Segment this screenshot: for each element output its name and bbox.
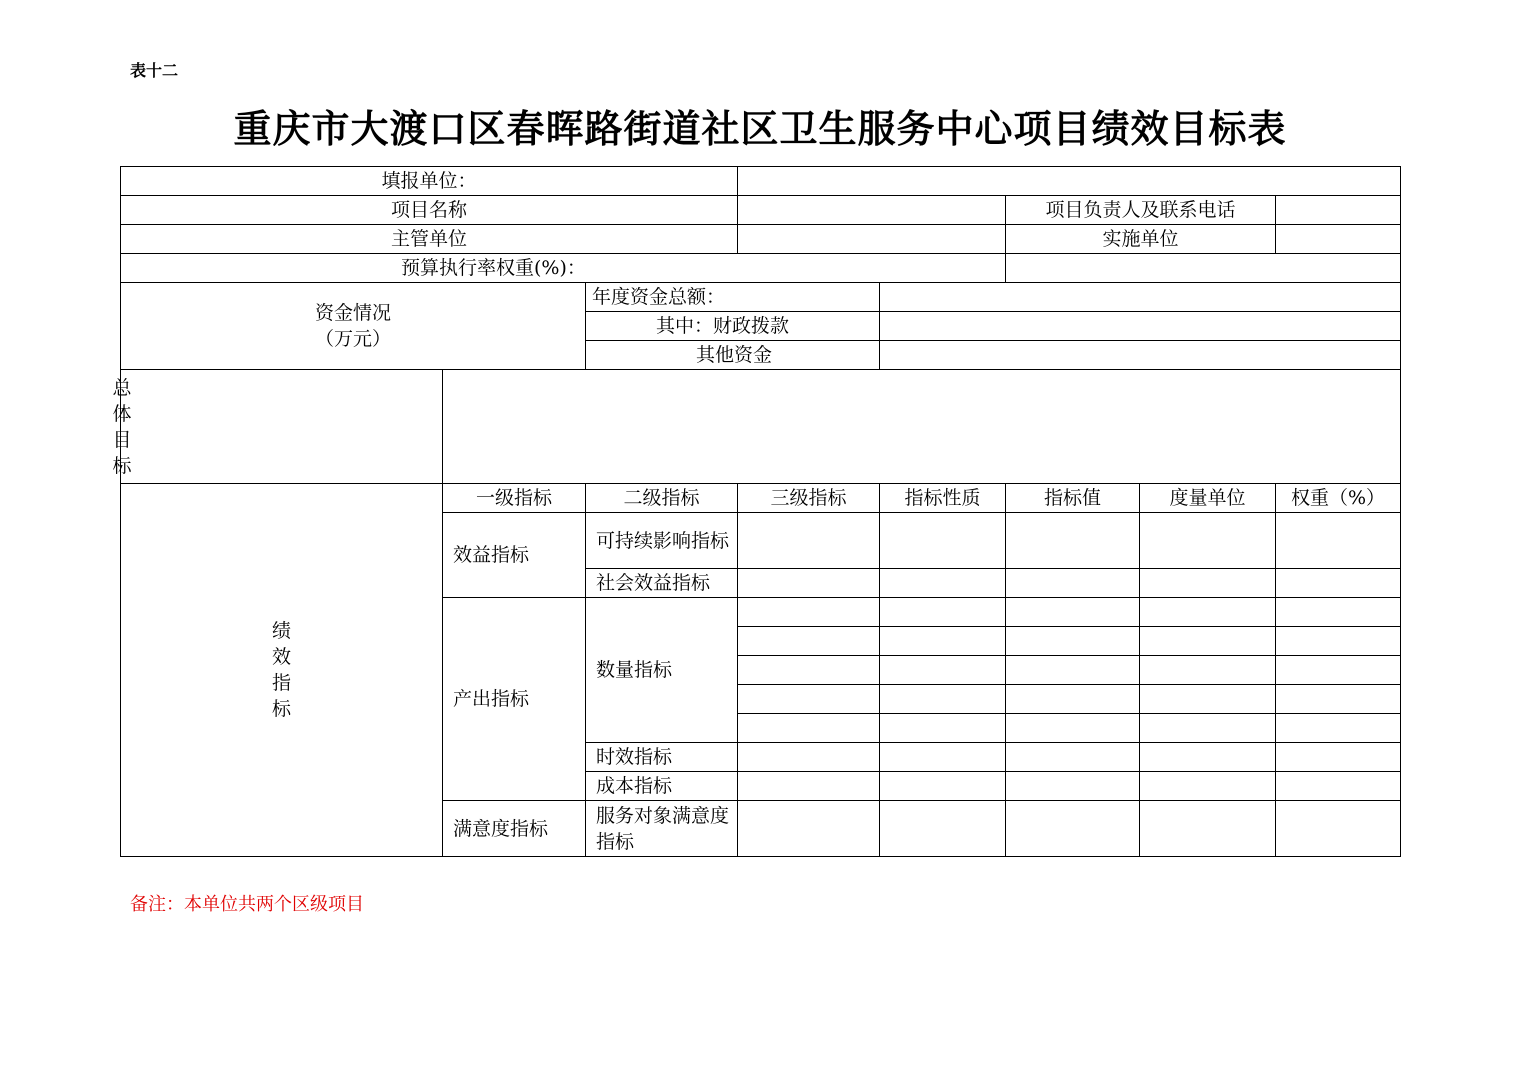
cell[interactable] — [1276, 772, 1401, 801]
cell[interactable] — [1006, 714, 1140, 743]
cell[interactable] — [1276, 656, 1401, 685]
project-name-value[interactable] — [738, 196, 1006, 225]
cell[interactable] — [1140, 772, 1276, 801]
row-budget-exec — [121, 254, 1401, 283]
performance-indicators-char: 指 — [271, 672, 291, 694]
cell[interactable] — [738, 656, 880, 685]
cell[interactable] — [1006, 772, 1140, 801]
header-unit: 度量单位 — [1140, 484, 1276, 513]
supervising-unit-value[interactable] — [738, 225, 1006, 254]
header-level1: 一级指标 — [443, 484, 586, 513]
header-level2: 二级指标 — [586, 484, 738, 513]
cell[interactable] — [738, 772, 880, 801]
sustainable-impact-label: 可持续影响指标 — [586, 513, 738, 569]
social-benefit-label: 社会效益指标 — [586, 569, 738, 598]
header-value: 指标值 — [1006, 484, 1140, 513]
cell[interactable] — [1276, 627, 1401, 656]
project-leader-phone-value[interactable] — [1276, 196, 1401, 225]
cell[interactable] — [1276, 598, 1401, 627]
project-name-label: 项目名称 — [121, 196, 738, 225]
cell[interactable] — [738, 685, 880, 714]
cell[interactable] — [1140, 656, 1276, 685]
cell[interactable] — [880, 714, 1006, 743]
fiscal-allocation-value[interactable] — [880, 312, 1401, 341]
cell[interactable] — [1006, 743, 1140, 772]
performance-indicators-char: 效 — [271, 646, 291, 668]
quantity-indicator-label: 数量指标 — [586, 598, 738, 743]
cell[interactable] — [1140, 685, 1276, 714]
cell[interactable] — [880, 598, 1006, 627]
budget-exec-weight-label: 预算执行率权重(%)： — [121, 254, 1006, 283]
footnote: 备注：本单位共两个区级项目 — [130, 894, 364, 915]
header-weight: 权重（%） — [1276, 484, 1401, 513]
cell[interactable] — [1006, 513, 1140, 569]
cell[interactable] — [880, 656, 1006, 685]
cell[interactable] — [1276, 743, 1401, 772]
timeliness-indicator-label: 时效指标 — [586, 743, 738, 772]
cell[interactable] — [1006, 627, 1140, 656]
cell[interactable] — [1276, 569, 1401, 598]
cell[interactable] — [880, 743, 1006, 772]
table-number: 表十二 — [130, 61, 179, 80]
other-funds-label: 其他资金 — [586, 341, 880, 370]
fiscal-allocation-label: 其中：财政拨款 — [586, 312, 880, 341]
cell[interactable] — [1140, 513, 1276, 569]
implementing-unit-label: 实施单位 — [1006, 225, 1276, 254]
performance-indicators-char: 绩 — [271, 620, 291, 642]
cell[interactable] — [880, 685, 1006, 714]
cell[interactable] — [1276, 513, 1401, 569]
cell[interactable] — [1006, 656, 1140, 685]
performance-indicators-char: 标 — [271, 698, 291, 720]
cell[interactable] — [738, 598, 880, 627]
cell[interactable] — [1140, 569, 1276, 598]
cell[interactable] — [1276, 685, 1401, 714]
overall-goal-char: 总 — [112, 376, 132, 399]
cell[interactable] — [1006, 685, 1140, 714]
benefit-indicator-label: 效益指标 — [443, 513, 586, 598]
cell[interactable] — [738, 627, 880, 656]
cell[interactable] — [1276, 714, 1401, 743]
budget-exec-weight-value[interactable] — [1006, 254, 1401, 283]
cell[interactable] — [1006, 598, 1140, 627]
overall-goal-char: 目 — [112, 428, 132, 451]
cell[interactable] — [880, 772, 1006, 801]
overall-goal-char: 体 — [112, 402, 132, 425]
other-funds-value[interactable] — [880, 341, 1401, 370]
cell[interactable] — [1140, 627, 1276, 656]
overall-goal-label — [112, 370, 443, 484]
cell[interactable] — [738, 714, 880, 743]
cell[interactable] — [1140, 598, 1276, 627]
row-reporting-unit — [121, 167, 1401, 196]
cost-indicator-label: 成本指标 — [586, 772, 738, 801]
cell[interactable] — [1276, 801, 1401, 857]
cell[interactable] — [738, 801, 880, 857]
row-overall-goal — [121, 370, 1401, 484]
cell[interactable] — [880, 569, 1006, 598]
performance-target-table — [112, 166, 1401, 857]
cell[interactable] — [1140, 801, 1276, 857]
satisfaction-indicator-label: 满意度指标 — [443, 801, 586, 857]
cell[interactable] — [880, 801, 1006, 857]
cell[interactable] — [738, 569, 880, 598]
row-annual-total — [121, 283, 1401, 312]
row-project-name — [121, 196, 1401, 225]
supervising-unit-label: 主管单位 — [121, 225, 738, 254]
performance-indicators-label — [121, 484, 443, 857]
cell[interactable] — [1006, 801, 1140, 857]
project-leader-phone-label: 项目负责人及联系电话 — [1006, 196, 1276, 225]
annual-total-value[interactable] — [880, 283, 1401, 312]
cell[interactable] — [880, 513, 1006, 569]
implementing-unit-value[interactable] — [1276, 225, 1401, 254]
service-satisfaction-label: 服务对象满意度指标 — [586, 801, 738, 857]
header-level3: 三级指标 — [738, 484, 880, 513]
funds-label-line1: 资金情况 — [314, 302, 391, 324]
reporting-unit-value[interactable] — [738, 167, 1401, 196]
cell[interactable] — [1140, 714, 1276, 743]
reporting-unit-label: 填报单位： — [121, 167, 738, 196]
overall-goal-char: 标 — [112, 454, 132, 477]
cell[interactable] — [880, 627, 1006, 656]
funds-label-line2: （万元） — [314, 328, 391, 350]
funds-label — [121, 283, 586, 370]
cell[interactable] — [1006, 569, 1140, 598]
row-indicator-header — [121, 484, 1401, 513]
cell[interactable] — [738, 743, 880, 772]
header-nature: 指标性质 — [880, 484, 1006, 513]
cell[interactable] — [1140, 743, 1276, 772]
document-title: 重庆市大渡口区春晖路街道社区卫生服务中心项目绩效目标表 — [233, 106, 1287, 151]
cell[interactable] — [738, 513, 880, 569]
row-supervising-unit — [121, 225, 1401, 254]
overall-goal-value[interactable] — [443, 370, 1401, 484]
annual-total-label: 年度资金总额： — [586, 283, 880, 312]
output-indicator-label: 产出指标 — [443, 598, 586, 801]
